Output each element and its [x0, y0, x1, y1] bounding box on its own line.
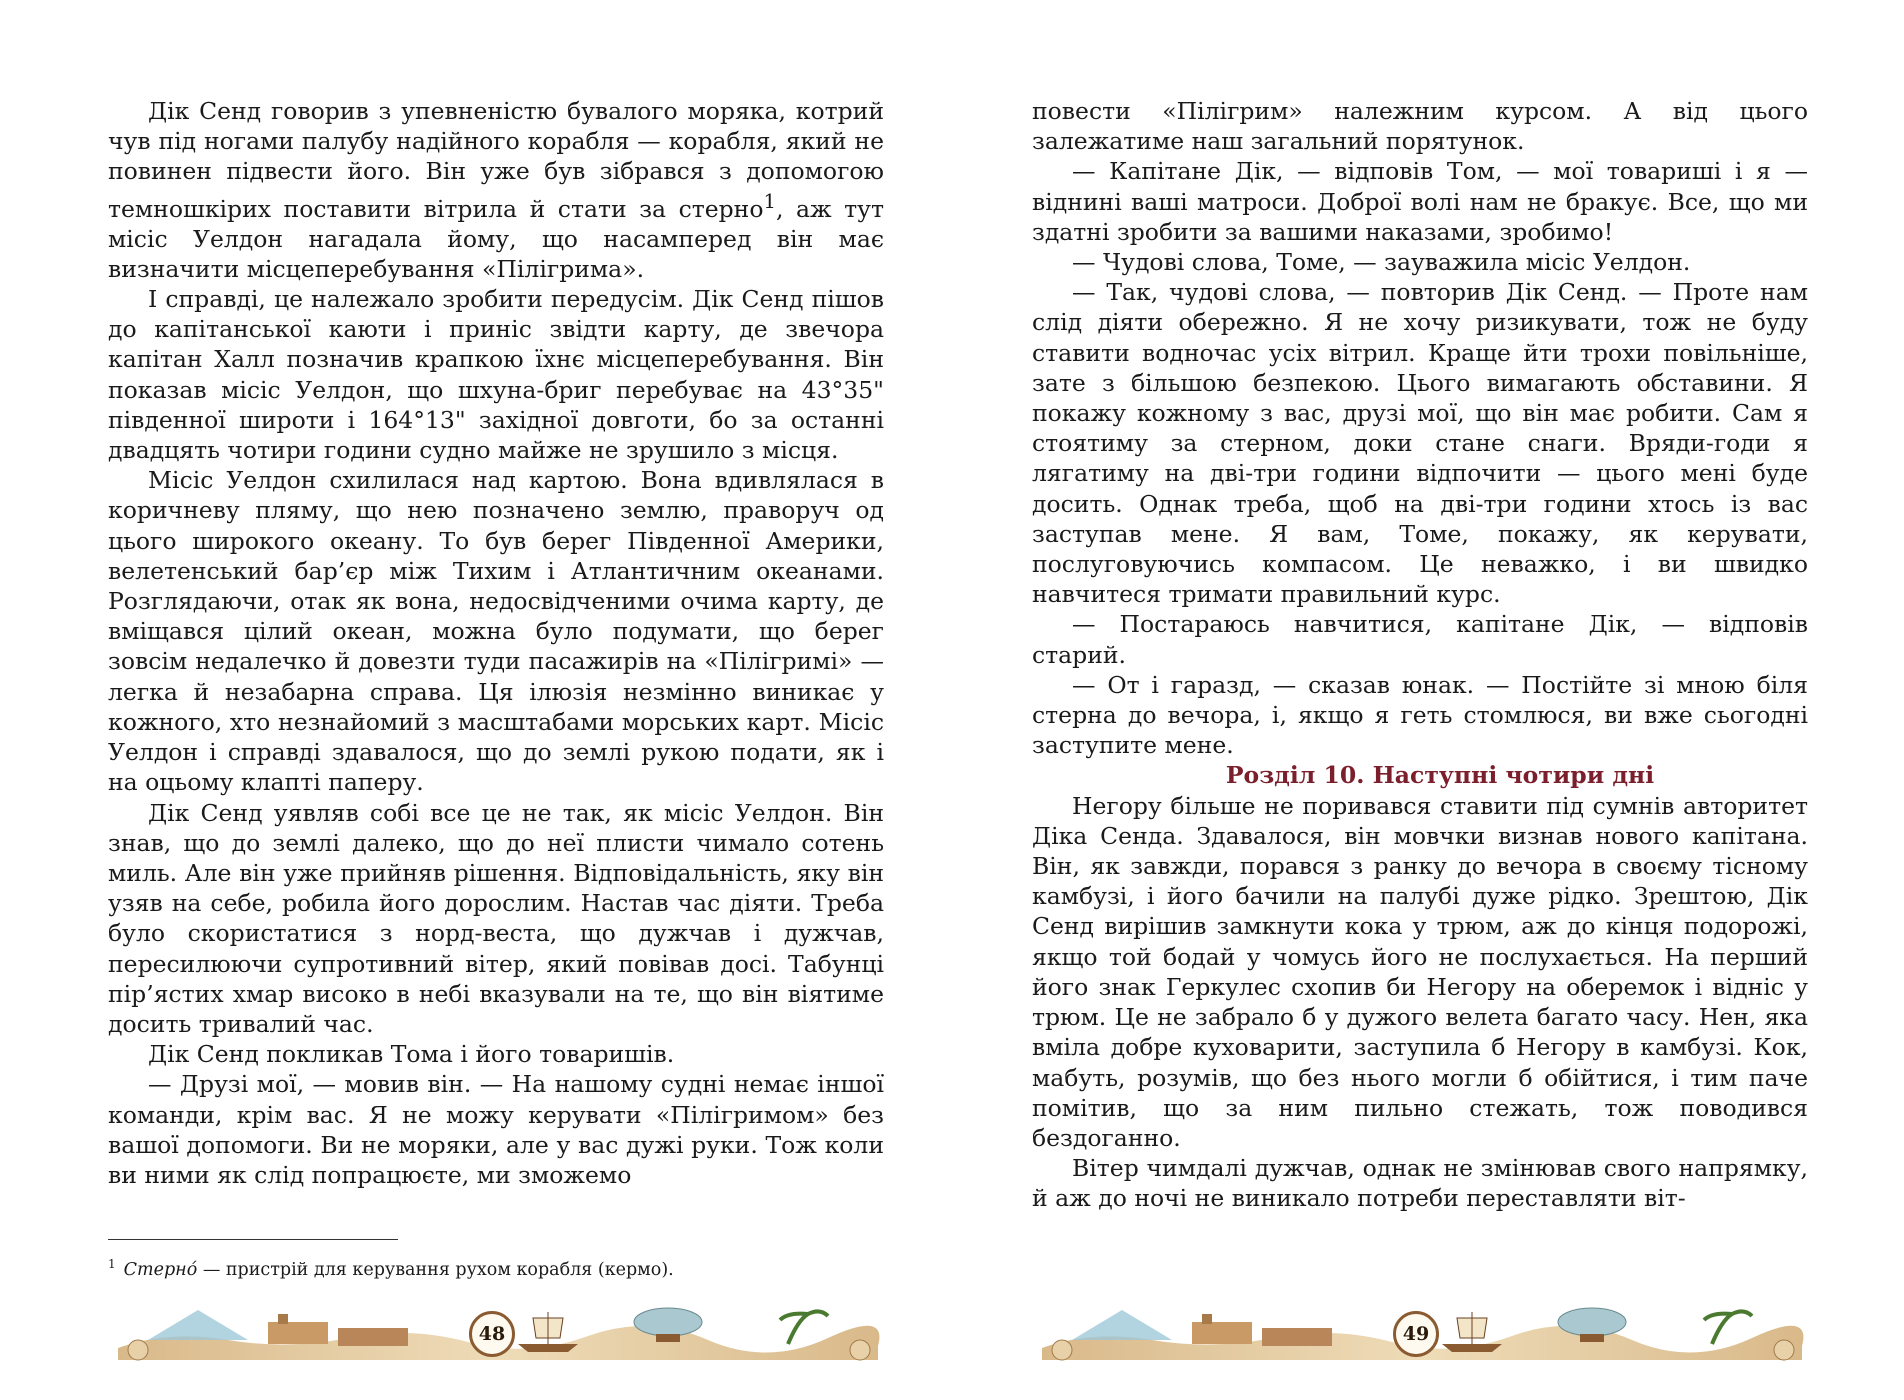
- page-number: 48: [469, 1311, 515, 1357]
- right-page: [952, 0, 1904, 1400]
- footnote-term: Стерно́: [123, 1259, 198, 1280]
- footnote-text: — пристрій для керування рухом корабля (кермо).: [197, 1259, 674, 1280]
- left-page-text: [108, 96, 884, 1190]
- paragraph: Місіс Уелдон схилилася над картою. Вона вдивлялася в коричневу пляму, що нею позначено землю, праворуч од цього широкого океану. То був берег Південної Америки, велетенський бар’єр між Тихим і Атлантичним океанами. Розглядаючи, отак як вона, недосвідченими очима карту, де вміщався цілий океан, можна було подумати, що берег зовсім недалечко й довезти туди пасажирів на «Пілігримі» — легка й незабарна справа. Ця ілюзія незмінно виникає у кожного, хто незнайомий з масштабами морських карт. Місіс Уелдон і справді здавалося, що до землі рукою подати, як і на оцьому клапті паперу.: [108, 466, 884, 797]
- footnote-marker[interactable]: 1: [763, 189, 776, 213]
- paragraph: І справді, це належало зробити передусім. Дік Сенд пішов до капітанської каюти і приніс звідти карту, де звечора капітан Халл позначив крапкою їхнє місцеперебування. Він показав місіс Уелдон, що шхуна-бриг перебуває на 43°35" південної широти і 164°13" західної довготи, бо за останні двадцять чотири години судно майже не зрушило з місця.: [108, 285, 884, 465]
- paragraph: — Капітане Дік, — відповів Том, — мої товариші і я — віднині ваші матроси. Доброї волі нам не бракує. Все, що ми здатні зробити за вашими наказами, зробимо!: [1032, 157, 1808, 246]
- paragraph: Дік Сенд говорив з упевненістю бувалого моряка, котрий чув під ногами палубу надійного корабля — корабля, який не повинен підвести його. Він уже був зібрався з допомогою темношкірих поставити вітрила й стати за стерно$^1$, аж тут місіс Уелдон нагадала йому, що насамперед він має визначити місцеперебування «Пілігрима».: [108, 97, 884, 283]
- paragraph: Дік Сенд уявляв собі все це не так, як місіс Уелдон. Він знав, що до землі далеко, що до неї плисти чимало сотень миль. Але він уже прийняв рішення. Відповідальність, яку він узяв на себе, робила його дорослим. Настав час діяти. Треба було скористатися з норд-веста, що дужчав і дужчав, пересилюючи супротивний вітер, який повівав досі. Табунці пір’ястих хмар високо в небі вказували на те, що він віятиме досить тривалий час.: [108, 798, 884, 1038]
- footnote-divider: [108, 1239, 398, 1240]
- chapter-title: Розділ 10. Наступні чотири дні: [1225, 761, 1655, 790]
- paragraph: — Так, чудові слова, — повторив Дік Сенд. — Проте нам слід діяти обережно. Я не хочу ризикувати, тож не буду ставити водночас усіх вітрил. Краще йти трохи повільніше, зате з більшою безпекою. Цього вимагають обставини. Я покажу кожному з вас, друзі мої, що він має робити. Сам я стоятиму за стерном, доки стане снаги. Вряди-годи я лягатиму на дві-три години відпочити — цього мені буде досить. Однак треба, щоб на дві-три години хтось із вас заступав мене. Я вам, Томе, покажу, як керувати, послуговуючись компасом. Це неважко, і ви швидко навчитеся тримати правильний курс.: [1032, 278, 1808, 609]
- paragraph: — Чудові слова, Томе, — зауважила місіс Уелдон.: [1072, 248, 1691, 277]
- right-page-text: [1032, 96, 1808, 1214]
- paragraph: Вітер чимдалі дужчав, однак не змінював свого напрямку, й аж до ночі не виникало потреби переставляти віт-: [1032, 1154, 1808, 1213]
- paragraph: повести «Пілігрим» належним курсом. А від цього залежатиме наш загальний порятунок.: [1032, 97, 1808, 156]
- footnote: [108, 1253, 884, 1281]
- paragraph: — Друзі мої, — мовив він. — На нашому судні немає іншої команди, крім вас. Я не можу керувати «Пілігримом» без вашої допомоги. Ви не моряки, але у вас дужі руки. Тож коли ви ними як слід попрацюєте, ми зможемо: [108, 1070, 884, 1189]
- footnote-number: 1: [108, 1257, 116, 1271]
- page-number: 49: [1393, 1311, 1439, 1357]
- paragraph: Негору більше не поривався ставити під сумнів авторитет Діка Сенда. Здавалося, він мовчки визнав нового капітана. Він, як завжди, порався з ранку до вечора в своєму тісному камбузі, і його бачили на палубі дуже рідко. Зрештою, Дік Сенд вирішив замкнути кока у трюм, аж до кінця подорожі, якщо той бодай у чомусь його не послухається. На перший його знак Геркулес схопив би Негору на оберемок і відніс у трюм. Це не забрало б у дужого велета багато часу. Нен, яка вміла добре куховарити, заступила б Негору в камбузі. Кок, мабуть, розумів, що без нього могли б обійтися, і тим паче помітив, що за ним пильно стежать, тож поводився бездоганно.: [1032, 791, 1808, 1152]
- paragraph: — От і гаразд, — сказав юнак. — Постійте зі мною біля стерна до вечора, і, якщо я геть стомлюся, ви вже сьогодні заступите мене.: [1032, 670, 1808, 760]
- paragraph: — Постараюсь навчитися, капітане Дік, — відповів старий.: [1032, 610, 1808, 669]
- paragraph: Дік Сенд покликав Тома і його товаришів.: [148, 1040, 675, 1069]
